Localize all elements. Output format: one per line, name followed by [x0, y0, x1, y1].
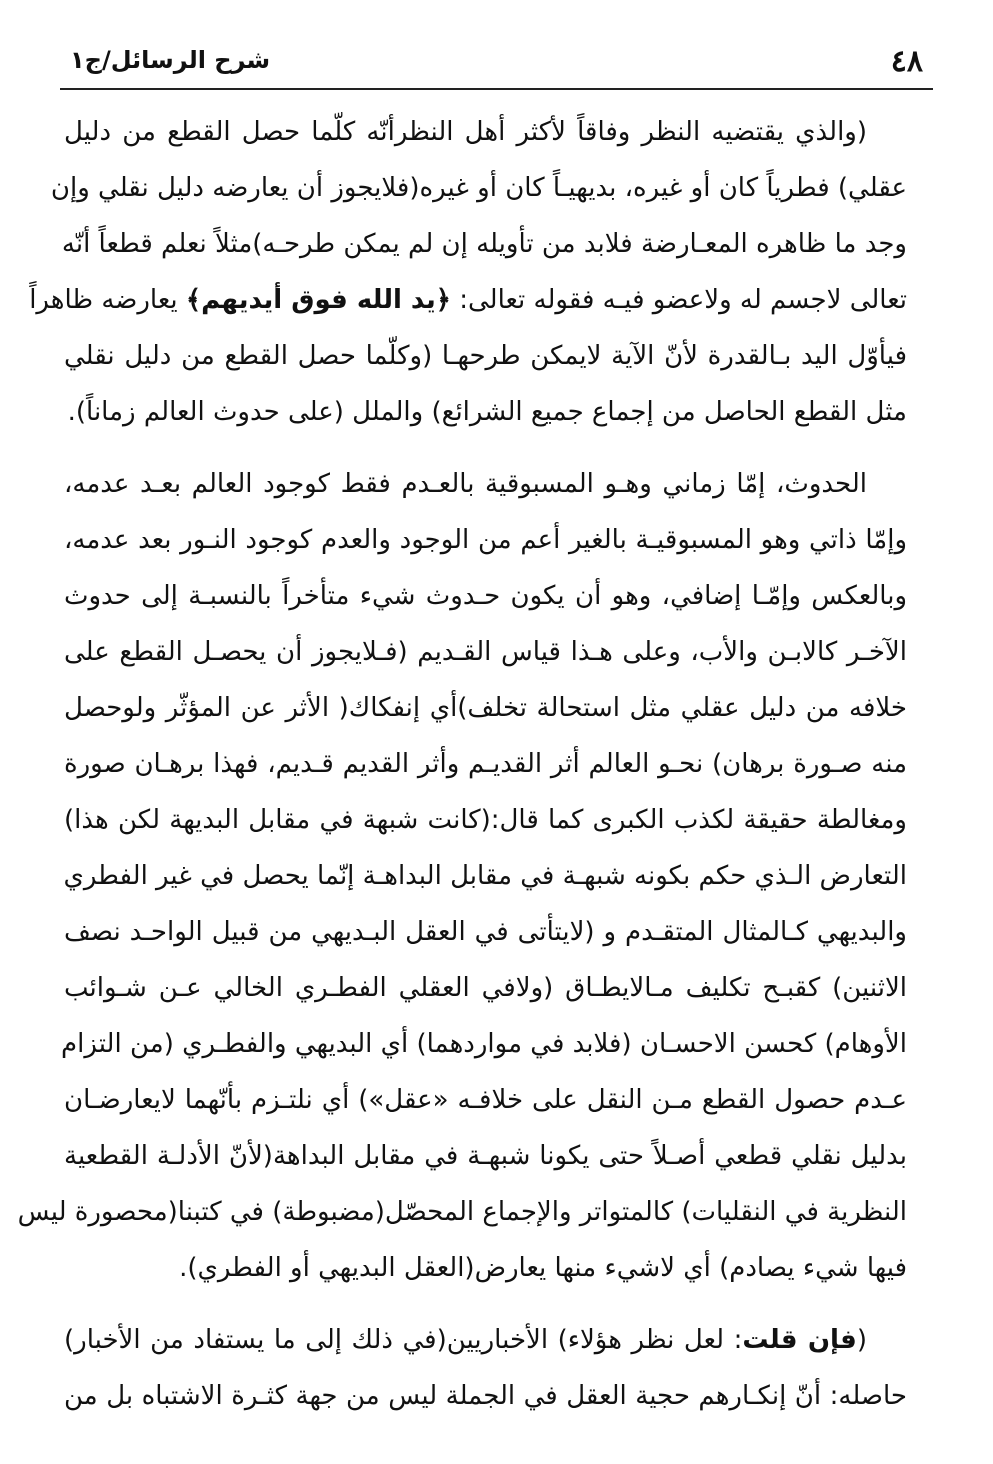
- text-line: الآخـر كالابـن والأب، وعلى هـذا قياس القـديم (فـلايجوز أن يحصـل القطع على: [64, 637, 907, 667]
- text-run: تعالى لاجسم له ولاعضو فيـه فقوله تعالى:: [450, 285, 907, 315]
- page-number: ٤٨: [890, 44, 923, 79]
- text-run: يعارضه ظاهراً: [29, 285, 186, 315]
- text-run: (: [856, 1325, 867, 1355]
- text-line: النظرية في النقليات) كالمتواتر والإجماع المحصّل(مضبوطة) في كتبنا(محصورة ليس: [17, 1197, 907, 1227]
- text-line: وجد ما ظاهره المعـارضة فلابد من تأويله إن لم يمكن طرحـه)مثلاً نعلم قطعاً أنّه: [61, 229, 907, 259]
- text-line: ومغالطة حقيقة لكذب الكبرى كما قال:(كانت شبهة في مقابل البديهة لكن هذا): [64, 805, 907, 835]
- text-line: وإمّا ذاتي وهو المسبوقيـة بالغير أعم من الوجود والعدم كوجود النـور بعد عدمه،: [64, 525, 907, 555]
- text-line: حاصله: أنّ إنكـارهم حجية العقل في الجملة ليس من جهة كثـرة الاشتباه بل من: [64, 1381, 907, 1411]
- text-run: : لعل نظر هؤلاء) الأخباريين(في ذلك إلى ما يستفاد من الأخبار): [64, 1325, 743, 1355]
- text-line: الاثنين) كقبـح تكليف مـالايطـاق (ولافي العقلي الفطـري الخالي عـن شـوائب: [64, 973, 907, 1003]
- text-line: فيها شيء يصادم) أي لاشيء منها يعارض(العقل البديهي أو الفطري).: [179, 1253, 907, 1283]
- text-line: مثل القطع الحاصل من إجماع جميع الشرائع) والملل (على حدوث العالم زماناً).: [67, 397, 907, 427]
- text-line: فيأوّل اليد بـالقدرة لأنّ الآية لايمكن طرحهـا (وكلّما حصل القطع من دليل نقلي: [64, 341, 907, 371]
- text-line: والبديهي كـالمثال المتقـدم و (لايتأتى في العقل البـديهي من قبيل الواحـد نصف: [64, 917, 907, 947]
- text-line-with-quran-verse: [29, 272, 907, 328]
- bold-heading: فإن قلت: [742, 1325, 857, 1355]
- text-line: الأوهام) كحسن الاحسـان (فلابد في مواردهما) أي البديهي والفطـري (من التزام: [61, 1029, 907, 1059]
- text-line: عـدم حصول القطع مـن النقل على خلافـه «عقل») أي نلتـزم بأنّهما لايعارضـان: [64, 1085, 907, 1115]
- paragraph-2: [17, 456, 907, 1296]
- text-line-with-bold-heading: [64, 1312, 907, 1368]
- text-line: وبالعكس وإمّـا إضافي، وهو أن يكون حـدوث شيء متأخراً بالنسبـة إلى حدوث: [64, 581, 907, 611]
- text-line: منه صـورة برهان) نحـو العالم أثر القديـم وأثر القديم قـديم، فهذا برهـان صورة: [64, 749, 907, 779]
- paragraph-gap: [64, 1296, 907, 1312]
- paragraph-gap: [64, 440, 907, 456]
- text-line: (والذي يقتضيه النظر وفاقاً لأكثر أهل النظرأنّه كلّما حصل القطع من دليل: [64, 117, 867, 147]
- quran-verse: ﴿يد الله فوق أيديهم﴾: [185, 285, 451, 315]
- text-line: بدليل نقلي قطعي أصـلاً حتى يكونا شبهـة في مقابل البداهة(لأنّ الأدلـة القطعية: [64, 1141, 907, 1171]
- book-title: شرح الرسائل/ج١: [70, 46, 271, 74]
- body-text: [17, 104, 907, 1424]
- paragraph-3: [64, 1312, 907, 1424]
- paragraph-1: [29, 104, 907, 440]
- text-line: الحدوث، إمّا زماني وهـو المسبوقية بالعـدم فقط كوجود العالم بعـد عدمه،: [64, 469, 867, 499]
- running-header: [60, 38, 933, 90]
- text-line: التعارض الـذي حكم بكونه شبهـة في مقابل البداهـة إنّما يحصل في غير الفطري: [63, 861, 907, 891]
- text-line: عقلي) فطرياً كان أو غيره، بديهيـاً كان أو غيره(فلايجوز أن يعارضه دليل نقلي وإن: [50, 173, 907, 203]
- text-line: خلافه من دليل عقلي مثل استحالة تخلف)أي إنفكاك( الأثر عن المؤثّر ولوحصل: [64, 693, 907, 723]
